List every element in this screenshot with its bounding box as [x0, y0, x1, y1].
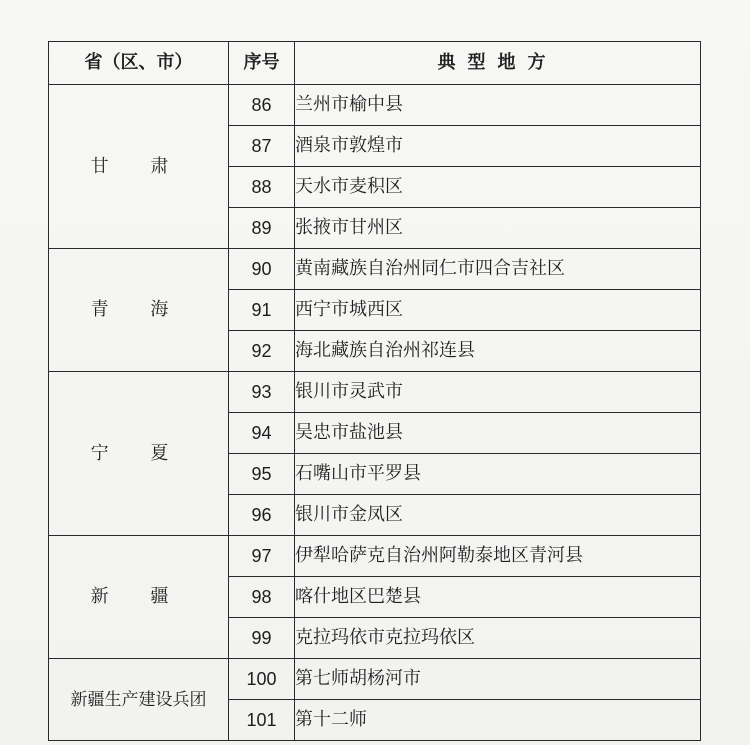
- province-cell-xpcc: 新疆生产建设兵团: [49, 659, 229, 741]
- place-name: 银川市灵武市: [295, 372, 701, 413]
- row-number: 94: [229, 413, 295, 454]
- row-number: 95: [229, 454, 295, 495]
- table-row: [49, 536, 701, 577]
- place-name: 第十二师: [295, 700, 701, 741]
- place-name: 喀什地区巴楚县: [295, 577, 701, 618]
- region-table: [48, 41, 701, 741]
- table-row: [49, 85, 701, 126]
- row-number: 100: [229, 659, 295, 700]
- table-header-row: [49, 42, 701, 85]
- row-number: 87: [229, 126, 295, 167]
- place-name: 银川市金凤区: [295, 495, 701, 536]
- place-name: 第七师胡杨河市: [295, 659, 701, 700]
- province-cell-gansu: 甘 肃: [49, 85, 229, 249]
- header-place: 典型地方: [295, 42, 701, 85]
- place-name: 天水市麦积区: [295, 167, 701, 208]
- header-province: 省（区、市）: [49, 42, 229, 85]
- table-row: [49, 372, 701, 413]
- place-name: 吴忠市盐池县: [295, 413, 701, 454]
- row-number: 96: [229, 495, 295, 536]
- row-number: 93: [229, 372, 295, 413]
- row-number: 91: [229, 290, 295, 331]
- place-name: 克拉玛依市克拉玛依区: [295, 618, 701, 659]
- place-name: 兰州市榆中县: [295, 85, 701, 126]
- province-cell-xinjiang: 新 疆: [49, 536, 229, 659]
- province-cell-ningxia: 宁 夏: [49, 372, 229, 536]
- place-name: 石嘴山市平罗县: [295, 454, 701, 495]
- row-number: 98: [229, 577, 295, 618]
- table-row: [49, 249, 701, 290]
- province-cell-qinghai: 青 海: [49, 249, 229, 372]
- row-number: 89: [229, 208, 295, 249]
- place-name: 伊犁哈萨克自治州阿勒泰地区青河县: [295, 536, 701, 577]
- place-name: 张掖市甘州区: [295, 208, 701, 249]
- row-number: 99: [229, 618, 295, 659]
- table-row: [49, 659, 701, 700]
- row-number: 88: [229, 167, 295, 208]
- row-number: 101: [229, 700, 295, 741]
- place-name: 西宁市城西区: [295, 290, 701, 331]
- place-name: 酒泉市敦煌市: [295, 126, 701, 167]
- place-name: 黄南藏族自治州同仁市四合吉社区: [295, 249, 701, 290]
- header-number: 序号: [229, 42, 295, 85]
- row-number: 92: [229, 331, 295, 372]
- row-number: 97: [229, 536, 295, 577]
- row-number: 90: [229, 249, 295, 290]
- place-name: 海北藏族自治州祁连县: [295, 331, 701, 372]
- row-number: 86: [229, 85, 295, 126]
